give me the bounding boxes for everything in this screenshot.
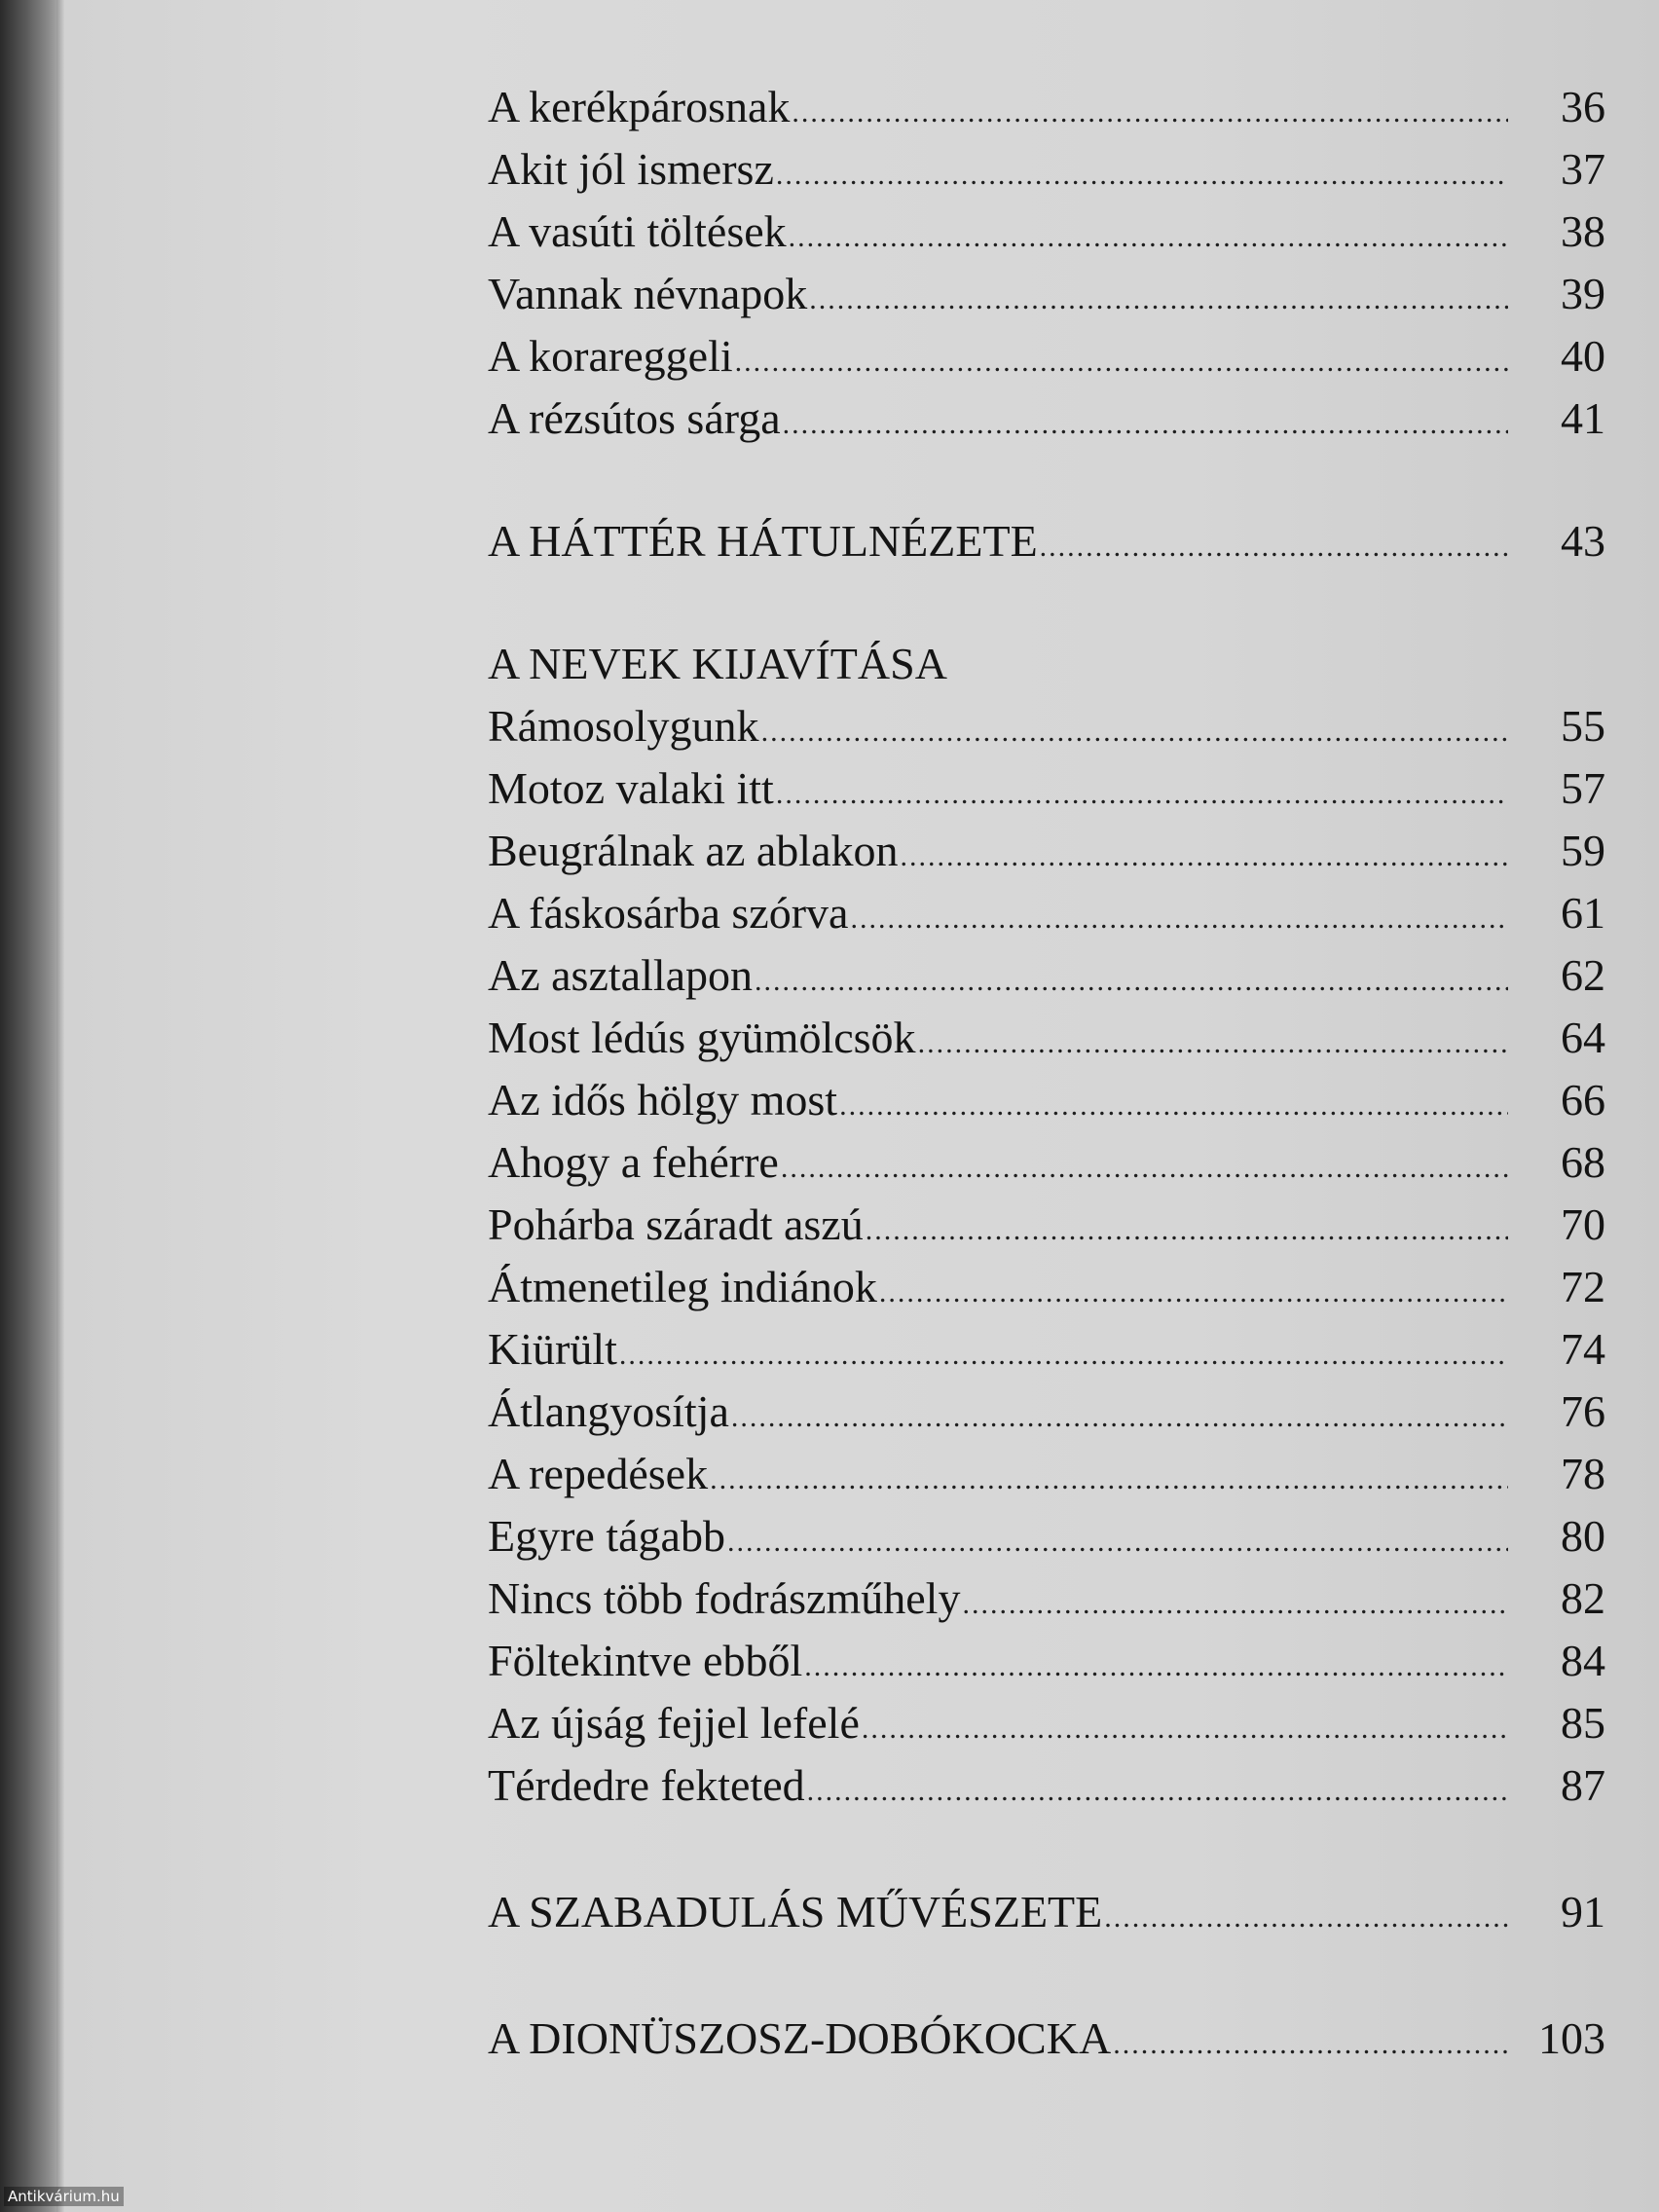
toc-section-dionuszosz [488,2008,1605,2070]
page-number: 57 [1561,763,1605,813]
dot-leader [900,826,1508,888]
entry-title: Vannak névnapok [488,269,808,318]
page-number: 87 [1561,1760,1605,1810]
dot-leader [619,1324,1508,1386]
toc-entry [488,1194,1605,1256]
entry-title: Kiürült [488,1324,617,1374]
toc-section-hatter [488,510,1605,572]
toc-entry [488,1692,1605,1754]
page-number: 85 [1561,1698,1605,1748]
toc-group-nevek [488,695,1605,1817]
entry-title: A fáskosárba szórva [488,888,849,938]
page-number: 66 [1561,1075,1605,1124]
dot-leader [792,82,1508,144]
dot-leader [962,1573,1508,1636]
entry-title: A rézsútos sárga [488,393,781,443]
entry-title: Beugrálnak az ablakon [488,826,899,875]
toc-entry [488,1069,1605,1131]
dot-leader [804,1636,1508,1698]
page-number: 39 [1561,269,1605,318]
entry-title: Az idős hölgy most [488,1075,838,1124]
page-number: 55 [1561,701,1605,751]
toc-entry [488,1131,1605,1194]
entry-title: Az újság fejjel lefelé [488,1698,860,1748]
page-number: 72 [1561,1262,1605,1311]
entry-title: A korareggeli [488,331,733,381]
dot-leader [879,1262,1508,1324]
toc-entry [488,387,1605,450]
toc-entry [488,1318,1605,1381]
page-number: 37 [1561,144,1605,194]
toc-entry [488,1007,1605,1069]
page-number: 62 [1561,950,1605,1000]
entry-title: Nincs több fodrászműhely [488,1573,961,1623]
book-spine-shadow [0,0,64,2212]
table-of-contents [488,76,1605,2070]
entry-title: A kerékpárosnak [488,82,791,131]
dot-leader [1040,516,1508,578]
toc-entry [488,138,1605,201]
entry-title: Egyre tágabb [488,1511,725,1561]
entry-title: A repedések [488,1449,709,1498]
entry-title: Térdedre fekteted [488,1760,805,1810]
toc-entry [488,757,1605,820]
dot-leader [866,1199,1508,1262]
page-number: 78 [1561,1449,1605,1498]
toc-entry [488,1381,1605,1443]
dot-leader [781,1137,1508,1199]
dot-leader [727,1511,1508,1573]
section-title: A DIONÜSZOSZ-DOBÓKOCKA [488,2013,1112,2063]
dot-leader [755,950,1508,1013]
toc-entry [488,263,1605,325]
page-number: 43 [1561,516,1605,566]
section-title: A SZABADULÁS MŰVÉSZETE [488,1887,1103,1936]
page-number: 84 [1561,1636,1605,1685]
section-heading-nevek: A NEVEK KIJAVÍTÁSA [488,639,947,688]
page-number: 82 [1561,1573,1605,1623]
entry-title: Most lédús gyümölcsök [488,1013,916,1062]
entry-title: A vasúti töltések [488,206,787,256]
dot-leader [1113,2013,1508,2076]
dot-leader [710,1449,1508,1511]
page-number: 70 [1561,1199,1605,1249]
entry-title: Rámosolygunk [488,701,759,751]
dot-leader [839,1075,1508,1137]
page-number: 76 [1561,1386,1605,1436]
toc-entry [488,695,1605,757]
watermark-text: Antikvárium.hu [4,2187,124,2206]
book-page [64,0,1659,2212]
toc-entry [488,1256,1605,1318]
page-number: 41 [1561,393,1605,443]
page-number: 59 [1561,826,1605,875]
dot-leader [789,206,1508,269]
toc-entry [488,882,1605,944]
page-number: 64 [1561,1013,1605,1062]
page-number: 40 [1561,331,1605,381]
toc-group-1 [488,76,1605,450]
toc-entry [488,1505,1605,1567]
toc-entry [488,944,1605,1007]
dot-leader [776,144,1508,206]
toc-entry [488,1443,1605,1505]
dot-leader [807,1760,1508,1823]
toc-entry [488,820,1605,882]
page-number: 91 [1561,1887,1605,1936]
toc-entry [488,76,1605,138]
page-number: 80 [1561,1511,1605,1561]
dot-leader [809,269,1508,331]
page-number: 68 [1561,1137,1605,1187]
entry-title: Akit jól ismersz [488,144,774,194]
toc-entry [488,1567,1605,1630]
entry-title: Az asztallapon [488,950,754,1000]
dot-leader [783,393,1508,456]
dot-leader [761,701,1508,763]
toc-entry [488,1630,1605,1692]
dot-leader [918,1013,1508,1075]
toc-entry [488,1754,1605,1817]
section-title: A HÁTTÉR HÁTULNÉZETE [488,516,1038,566]
entry-title: Ahogy a fehérre [488,1137,779,1187]
dot-leader [850,888,1508,950]
entry-title: Pohárba száradt aszú [488,1199,864,1249]
dot-leader [862,1698,1508,1760]
dot-leader [1104,1887,1508,1949]
page-number: 61 [1561,888,1605,938]
toc-entry [488,201,1605,263]
entry-title: Átlangyosítja [488,1386,729,1436]
page-number: 103 [1538,2013,1605,2063]
entry-title: Motoz valaki itt [488,763,774,813]
page-number: 38 [1561,206,1605,256]
entry-title: Föltekintve ebből [488,1636,803,1685]
dot-leader [731,1386,1508,1449]
dot-leader [776,763,1508,826]
page-number: 36 [1561,82,1605,131]
entry-title: Átmenetileg indiánok [488,1262,877,1311]
toc-entry [488,325,1605,387]
dot-leader [735,331,1508,393]
page-number: 74 [1561,1324,1605,1374]
toc-section-szabadulas [488,1881,1605,1943]
